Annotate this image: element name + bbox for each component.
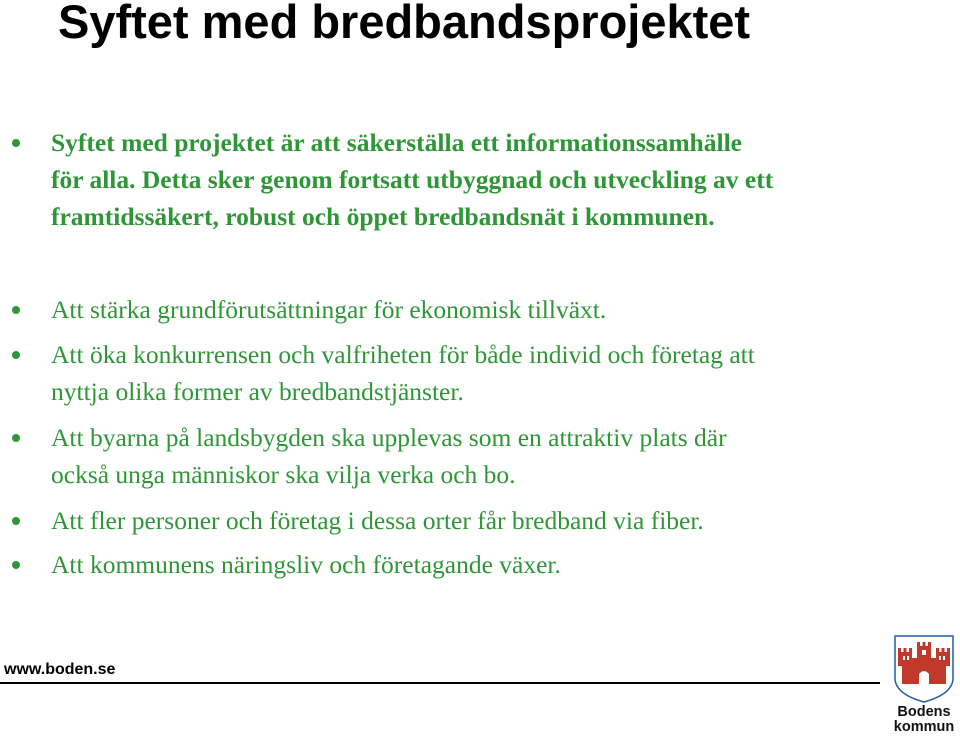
bullet-dot <box>12 139 20 147</box>
slide-title: Syftet med bredbandsprojektet <box>58 0 751 48</box>
footer-url[interactable]: www.boden.se <box>4 661 116 678</box>
bullet-line: Att stärka grundförutsättningar för ekonomisk tillväxt. <box>51 295 607 324</box>
bullet-line: Att byarna på landsbygden ska upplevas som en attraktiv plats där <box>51 423 727 452</box>
bullet-item <box>51 336 931 410</box>
bullet-item <box>51 546 931 583</box>
bullet-dot <box>12 306 20 314</box>
bullet-item <box>51 124 931 235</box>
bullet-dot <box>12 351 20 359</box>
bullet-line: för alla. Detta sker genom fortsatt utbyggnad och utveckling av ett <box>51 165 774 194</box>
logo-text-line1: Bodens <box>897 704 951 720</box>
footer-divider <box>0 682 880 684</box>
bullet-line: Syftet med projektet är att säkerställa ett informationssamhälle <box>51 128 742 157</box>
bullet-line: Att kommunens näringsliv och företagande växer. <box>51 550 561 579</box>
bullet-dot <box>12 561 20 569</box>
bullet-line: Att öka konkurrensen och valfriheten för både individ och företag att <box>51 340 755 369</box>
bullet-line: också unga människor ska vilja verka och bo. <box>51 460 516 489</box>
bullet-line: nyttja olika former av bredbandstjänster. <box>51 377 464 406</box>
bullet-line: Att fler personer och företag i dessa orter får bredband via fiber. <box>51 506 704 535</box>
logo-text-line2: kommun <box>893 719 955 735</box>
bullet-item <box>51 419 931 493</box>
bullet-item <box>51 502 931 539</box>
bullet-dot <box>12 517 20 525</box>
bullet-dot <box>12 434 20 442</box>
bullet-item <box>51 291 931 328</box>
bullet-line: framtidssäkert, robust och öppet bredbandsnät i kommunen. <box>51 202 715 231</box>
